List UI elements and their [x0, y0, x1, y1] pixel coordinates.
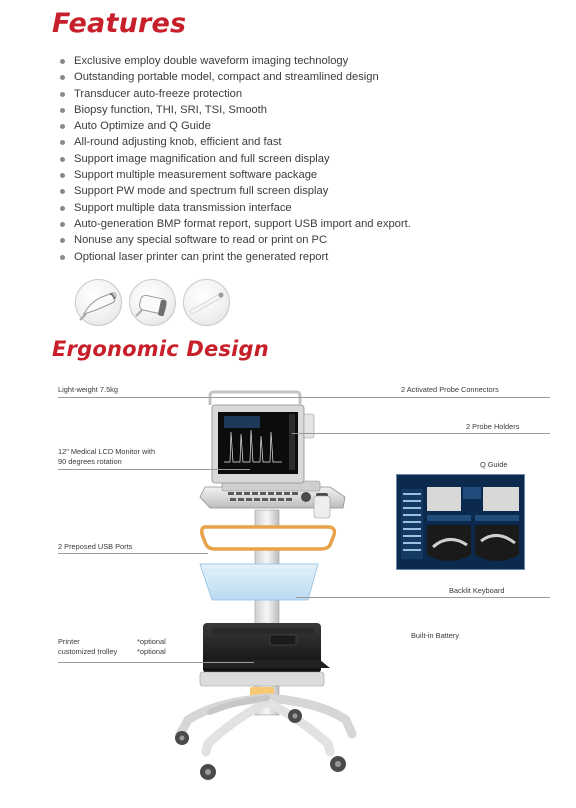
feature-item: Support multiple data transmission interface [58, 200, 411, 216]
linear-probe-icon [129, 279, 176, 326]
label-qguide: Q Guide [480, 460, 508, 469]
feature-item: Transducer auto-freeze protection [58, 86, 411, 102]
endocavity-probe-icon [183, 279, 230, 326]
convex-probe-icon [75, 279, 122, 326]
feature-item: Auto-generation BMP format report, support USB import and export. [58, 216, 411, 232]
label-printer-optional: *optional [137, 637, 166, 646]
label-keyboard: Backlit Keyboard [449, 586, 505, 595]
feature-item: Optional laser printer can print the generated report [58, 249, 411, 265]
label-monitor-line2: 90 degrees rotation [58, 457, 122, 466]
callout-line-weight [58, 397, 550, 398]
ergonomic-title: Ergonomic Design [52, 337, 269, 361]
callout-line-keyboard [296, 597, 550, 598]
feature-item: All-round adjusting knob, efficient and fast [58, 134, 411, 150]
feature-item: Support multiple measurement software package [58, 167, 411, 183]
label-trolley: customized trolley [58, 647, 118, 656]
label-battery: Built-in Battery [411, 631, 460, 640]
feature-item: Exclusive employ double waveform imaging technology [58, 53, 411, 69]
label-printer: Printer [58, 637, 80, 646]
label-weight: Light-weight 7.5kg [58, 385, 118, 394]
feature-item: Support PW mode and spectrum full screen display [58, 183, 411, 199]
label-probe-connectors: 2 Activated Probe Connectors [401, 385, 499, 394]
features-list [58, 53, 411, 265]
callout-line-usb [58, 553, 208, 554]
label-usb-ports: 2 Preposed USB Ports [58, 542, 133, 551]
features-title: Features [52, 8, 187, 39]
callout-line-holders [292, 433, 550, 434]
feature-item: Nonuse any special software to read or print on PC [58, 232, 411, 248]
qguide-screen-inset [396, 474, 525, 570]
label-probe-holders: 2 Probe Holders [466, 422, 520, 431]
callout-line-monitor [58, 469, 250, 470]
feature-item: Auto Optimize and Q Guide [58, 118, 411, 134]
label-trolley-optional: *optional [137, 647, 166, 656]
callout-line-printer [58, 662, 254, 663]
feature-item: Outstanding portable model, compact and streamlined design [58, 69, 411, 85]
feature-item: Biopsy function, THI, SRI, TSI, Smooth [58, 102, 411, 118]
feature-item: Support image magnification and full screen display [58, 151, 411, 167]
label-monitor-line1: 12" Medical LCD Monitor with [58, 447, 156, 456]
